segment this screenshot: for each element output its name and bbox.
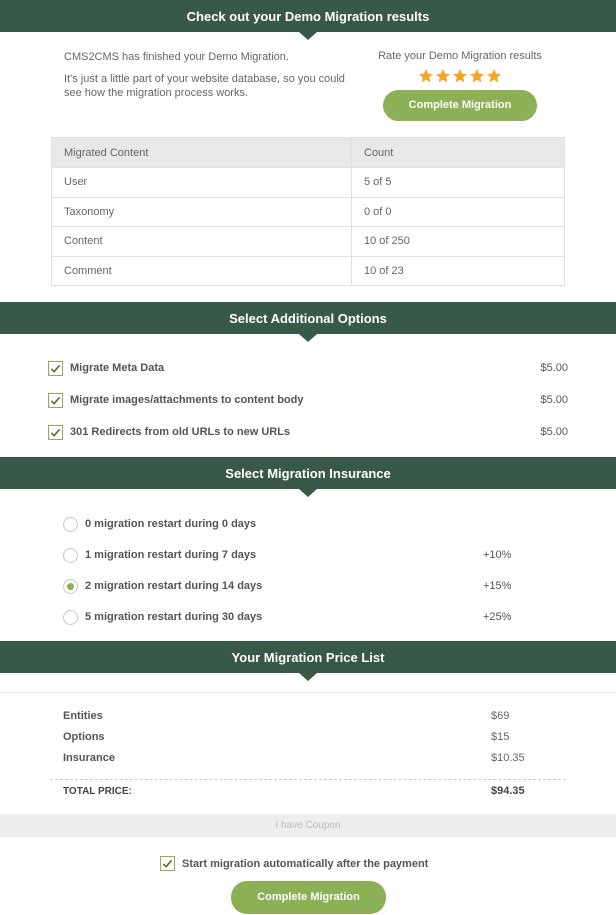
price-list-header [0,641,616,673]
total-price-row [63,784,533,798]
row-name: User [52,168,352,198]
intro-text [64,50,354,108]
price-row-insurance [63,751,533,765]
row-count: 5 of 5 [352,168,565,198]
option-label: Migrate images/attachments to content body [70,394,304,406]
insurance-extra: +25% [483,611,512,623]
insurance-radio[interactable] [63,517,78,532]
auto-start-checkbox[interactable] [160,856,175,871]
auto-start-label: Start migration automatically after the payment [182,857,429,870]
option-301-redirects[interactable] [48,423,568,441]
complete-migration-button[interactable]: Complete Migration [231,881,386,914]
total-price-label: TOTAL PRICE: [63,785,132,797]
divider [0,692,616,693]
column-header-count: Count [352,138,565,168]
table-row [52,197,565,227]
insurance-extra: +15% [483,580,512,592]
insurance-option-2[interactable] [63,577,523,595]
insurance-option-3[interactable] [63,608,523,626]
row-name: Taxonomy [52,197,352,227]
price-value: $10.35 [491,752,525,764]
checkmark-icon [50,427,61,438]
options-header-title: Select Additional Options [229,310,387,326]
insurance-radio[interactable] [63,548,78,563]
row-count: 0 of 0 [352,197,565,227]
insurance-label: 0 migration restart during 0 days [85,518,257,530]
radio-dot [67,583,74,590]
results-header-title: Check out your Demo Migration results [186,8,430,24]
star-icon[interactable] [435,68,451,84]
intro-line-1: CMS2CMS has finished your Demo Migration. [64,51,289,63]
option-price: $5.00 [540,394,568,406]
insurance-header-title: Select Migration Insurance [225,465,391,481]
price-value: $15 [491,731,510,743]
price-row-options [63,730,533,744]
insurance-option-0[interactable] [63,515,523,533]
insurance-header [0,457,616,489]
auto-start-option[interactable] [160,855,428,872]
insurance-label: 5 migration restart during 30 days [85,611,263,623]
insurance-radio-selected[interactable] [63,579,78,594]
table-row [52,227,565,257]
star-icon[interactable] [418,68,434,84]
star-rating[interactable] [360,68,560,84]
rating-block [360,50,560,121]
results-header [0,0,616,32]
column-header-content: Migrated Content [52,138,352,168]
price-list-header-title: Your Migration Price List [231,649,385,665]
coupon-toggle[interactable]: I have Coupon [0,814,616,837]
table-row [52,256,565,286]
option-checkbox[interactable] [48,393,63,408]
checkmark-icon [162,858,173,869]
option-checkbox[interactable] [48,425,63,440]
row-name: Comment [52,256,352,286]
row-count: 10 of 250 [352,227,565,257]
price-label: Insurance [63,752,115,764]
option-checkbox[interactable] [48,361,63,376]
rate-label: Rate your Demo Migration results [378,50,542,62]
option-price: $5.00 [540,426,568,438]
insurance-extra: +10% [483,549,512,561]
row-name: Content [52,227,352,257]
options-header [0,302,616,334]
option-label: Migrate Meta Data [70,362,165,374]
price-label: Entities [63,710,103,722]
option-images-attachments[interactable] [48,391,568,409]
price-label: Options [63,731,105,743]
migrated-content-table [51,137,565,286]
checkmark-icon [50,395,61,406]
row-count: 10 of 23 [352,256,565,286]
complete-migration-button-top[interactable]: Complete Migration [383,90,537,121]
insurance-option-1[interactable] [63,546,523,564]
insurance-label: 1 migration restart during 7 days [85,549,257,561]
total-price-value: $94.35 [491,785,525,797]
dashed-divider [50,779,566,780]
option-price: $5.00 [540,362,568,374]
insurance-label: 2 migration restart during 14 days [85,580,263,592]
insurance-radio[interactable] [63,610,78,625]
intro-line-2: It's just a little part of your website database, so you could see how the migration process works. [64,73,345,99]
option-meta-data[interactable] [48,359,568,377]
star-icon[interactable] [486,68,502,84]
table-row [52,168,565,198]
option-label: 301 Redirects from old URLs to new URLs [70,426,291,438]
price-row-entities [63,709,533,723]
star-icon[interactable] [469,68,485,84]
star-icon[interactable] [452,68,468,84]
table-header-row [52,138,565,168]
price-value: $69 [491,710,510,722]
checkmark-icon [50,363,61,374]
